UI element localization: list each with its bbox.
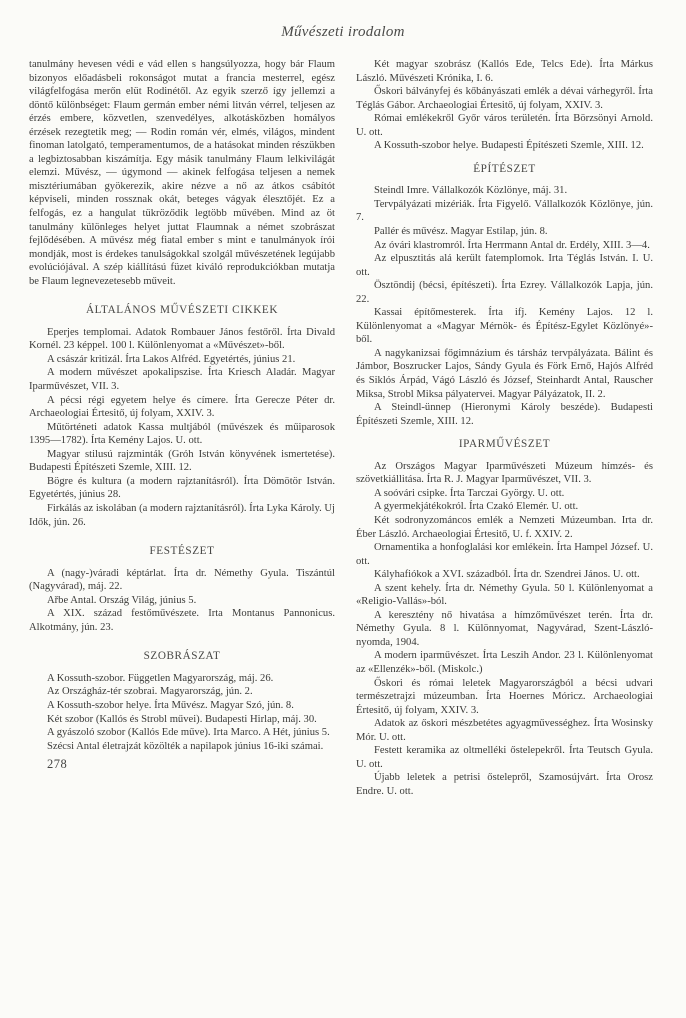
bibliography-entry: A nagykanizsai főgimnázium és társház tervpályázata. Bálint és Jámbor, Boszrucker Lajos, Sándy Gyula és Förk Ernő, Hajós Alfréd és Siklós Árpád, Vágó László és József, Steinhardt Antal, Rauscher Miksa, Strobl Miksa pályatervei. Magyar Pályázatok, II. 2. [356,347,653,400]
bibliography-entry: Ařbe Antal. Ország Világ, június 5. [47,594,197,606]
section-heading: ÁLTALÁNOS MŰVÉSZETI CIKKEK [85,304,279,317]
section-altalanos [29,304,335,529]
bibliography-entry: Eperjes templomai. Adatok Rombauer János festőről. Írta Divald Kornél. 23 képpel. 100 l. Különlenyomat a «Művészet»-ből. [29,326,335,352]
bibliography-entry: Bögre és kultura (a modern rajztanításról). Írta Dömötör István. Egyetértés, június 28. [29,475,335,501]
bibliography-entry: Szécsi Antal életrajzát közölték a napilapok június 16-iki számai. [47,740,324,752]
bibliography-entry: A császár kritizál. Írta Lakos Alfréd. Egyetértés, június 21. [47,353,296,365]
bibliography-entry: Az elpusztitás alá került fatemplomok. Irta Téglás István. I. U. ott. [356,253,653,278]
bibliography-entry: A szent kehely. Írta dr. Némethy Gyula. 50 l. Különlenyomat a «Religio-Vallás»-ból. [356,582,653,608]
bibliography-entry: Őskori és római leletek Magyarországból a bécsi udvari természetrajzi múzeumban. Írta Hoernes Móricz. Archaeologiai Értesitő, új folyam, XXIV. 3. [356,677,653,716]
right-column [356,58,653,798]
section-festeszet [29,545,335,634]
bibliography-entry: A Steindl-ünnep (Hieronymi Károly beszéde). Budapesti Építészeti Szemle, XIII. 12. [356,402,653,427]
bibliography-entry: Festett keramika az oltmelléki őstelepekről. Írta Teutsch Gyula. U. ott. [356,745,653,770]
bibliography-entry: A gyermekjátékokról. Írta Czakó Elemér. U. ott. [374,501,579,513]
bibliography-entry: Pallér és művész. Magyar Estilap, jún. 8. [374,226,548,238]
bibliography-entry: Az Országház-tér szobrai. Magyarország, jún. 2. [47,686,253,698]
bibliography-entry: A modern iparművészet. Írta Leszih Andor. 23 l. Különlenyomat az «Ellenzék»-ből. (Miskolc.) [356,650,653,675]
section-szobraszat [29,650,335,753]
bibliography-entry: A soóvári csipke. Írta Tarczai György. U. ott. [374,487,565,499]
bibliography-entry: A Kossuth-szobor. Független Magyarország, máj. 26. [47,672,274,684]
bibliography-entry: Adatok az őskori mészbetétes agyagművességhez. Írta Wosinsky Mór. U. ott. [356,718,653,743]
bibliography-entry: Az Országos Magyar Iparművészeti Múzeum hímzés- és szövetkiállitása. Írta R. J. Magyar Iparművészet, VII. 3. [356,460,653,486]
bibliography-entry: Őskori bálványfej és kőbányászati emlék a dévai várhegyről. Írta Téglás Gábor. Archaeologiai Értesitő, új folyam, XXIV. 3. [356,86,653,111]
bibliography-entry: Az óvári klastromról. Írta Herrmann Antal dr. Erdély, XIII. 3—4. [374,239,650,251]
bibliography-entry: Két szobor (Kallós és Strobl művei). Budapesti Hirlap, máj. 30. [47,713,317,725]
section-iparmuveszet [356,438,653,798]
bibliography-entry: A Kossuth-szobor helye. Budapesti Építészeti Szemle, XIII. 12. [374,140,644,152]
left-column [29,58,335,772]
bibliography-entry: A keresztény nő hivatása a hímzőművészet terén. Írta dr. Némethy Gyula. 8 l. Különnyomat, Nagyvárad, Szent-László-nyomda, 1904. [356,609,653,648]
bibliography-entry: Újabb leletek a petrisi őstelepről, Szamosújvárt. Írta Orosz Endre. U. ott. [356,772,653,797]
bibliography-entry: Firkálás az iskolában (a modern rajztanításról). Írta Lyka Károly. Uj Idők, jún. 26. [29,502,335,528]
bibliography-entry: Magyar stilusú rajzminták (Gróh István könyvének ismertetése). Budapesti Építészeti Szemle, XIII. 12. [29,448,335,474]
section-heading: FESTÉSZET [149,545,215,558]
section-heading: ÉPÍTÉSZET [473,162,536,175]
section-epiteszet [356,163,653,428]
section-heading: SZOBRÁSZAT [143,650,221,663]
bibliography-entry: A pécsi régi egyetem helye és címere. Írta Gerecze Péter dr. Archaeologiai Értesitő, új folyam, XXIV. 3. [29,394,335,420]
bibliography-entry: Tervpályázati mizériák. Írta Figyelő. Vállalkozók Közlönye, jún. 7. [356,198,653,224]
bibliography-entry: Ornamentika a honfoglalási kor emlékein. Írta Hampel József. U. ott. [356,542,653,567]
bibliography-entry: Két magyar szobrász (Kallós Ede, Telcs Ede). Írta Márkus László. Művészeti Krónika, I. 6. [356,59,653,84]
bibliography-entry: Római emlékekről Győr város területén. Írta Börzsönyi Arnold. U. ott. [356,113,653,138]
bibliography-entry: A gyászoló szobor (Kallós Ede műve). Irta Marco. A Hét, június 5. [47,727,330,739]
running-title: Művészeti irodalom [281,24,405,40]
bibliography-entry: A (nagy-)váradi képtárlat. Írta dr. Némethy Gyula. Tiszántúl (Nagyvárad), máj. 22. [29,567,335,593]
bibliography-entry: A XIX. század festőművészete. Irta Montanus Pannonicus. Alkotmány, jún. 23. [29,608,335,633]
intro-paragraph: tanulmány hevesen védi e vád ellen s hangsúlyozza, hogy bár Flaum bizonyos előadásbeli rokonságot mutat a francia mesterrel, egész világfelfogása merőn elüt Rodinétől. Az egyik szerző így jellemzi a döntő különbséget: Flaum germán ember némi litván vérrel, teljesen az érzés embere, közvetlen, szenvedélyes, alkotásközben homályos érzések rezegtetik meg; — Rodin román vér, elmés, világos, mindent finoman latolgató, temperamentumos, de a hatásokat minden részükben a legbiztosabban kiszámítja. Egy másik tanulmány Flaum lelkivilágát elemzi. Művész, — úgymond — akinek felfogása teljesen a nemek misztériumában gyökerezik, akire nézve a nő az átkos csábítót képviseli, minden rossznak okát, beteges vágyak élesztőjét. Ez a felfogás, ez a hangulat tükröződik legtöbb művében. Mind az öt tanulmány különleges helyet juttat Flaumnak a német szobrászat fejlődésében. A művész még fiatal ember s mint e tanulmányok írói mondják, most is érdekes tanulságokkal szolgál művészetének legújabb evolúciójával. A szép kiállítású füzet kiváló reprodukciókban mutatja be Flaum legnevezetesebb műveit. [29,59,335,287]
bibliography-entry: Kassai építőmesterek. Írta ifj. Kemény Lajos. 12 l. Különlenyomat a «Magyar Mérnök- és Építész-Egylet Közlönyé»-ből. [356,307,653,346]
page-number: 278 [47,757,68,772]
bibliography-entry: Két sodronyzománcos emlék a Nemzeti Múzeumban. Irta dr. Éber László. Archaeologiai Értesitő, U. f. XXIV. 2. [356,514,653,540]
bibliography-entry: Kályhafiókok a XVI. századból. Írta dr. Szendrei János. U. ott. [374,569,640,581]
bibliography-entry: Ösztöndij (bécsi, építészeti). Írta Ezrey. Vállalkozók Lapja, jún. 22. [356,280,653,305]
bibliography-entry: A modern művészet apokalipszise. Írta Kriesch Aladár. Magyar Iparművészet, VII. 3. [29,367,335,393]
bibliography-entry: A Kossuth-szobor helye. Írta Művész. Magyar Szó, jún. 8. [47,699,294,711]
bibliography-entry: Steindl Imre. Vállalkozók Közlönye, máj. 31. [374,185,568,197]
bibliography-entry: Műtörténeti adatok Kassa multjából (művészek és műiparosok 1395—1782). Írta Kemény Lajos. U. ott. [29,421,335,447]
section-szobraszat-continued [356,58,653,153]
section-heading: IPARMŰVÉSZET [458,438,551,451]
